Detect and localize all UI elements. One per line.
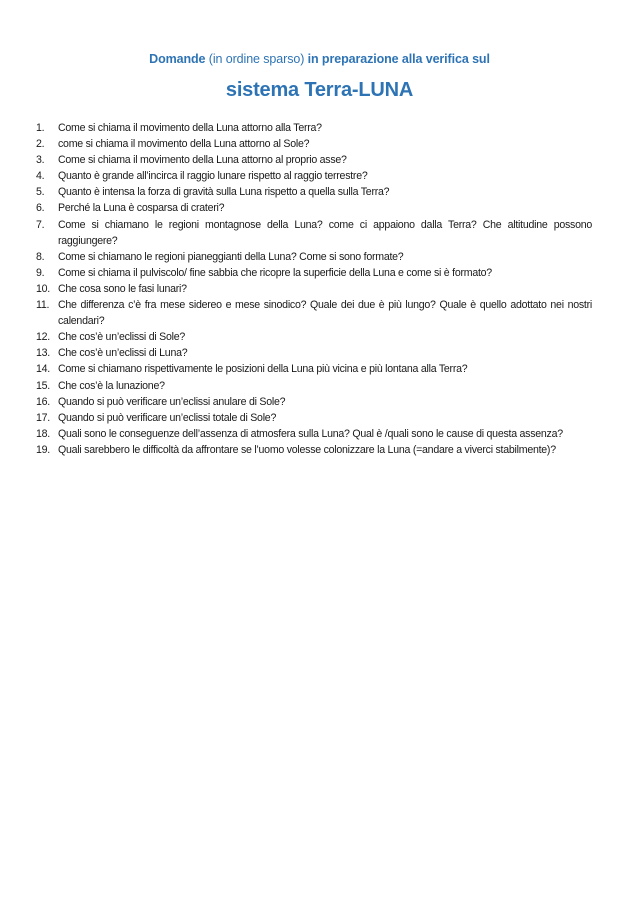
question-number: 8. [36,250,45,263]
question-item [36,120,592,136]
heading-preparazione: in preparazione alla verifica sul [307,52,490,66]
question-text: Come si chiamano le regioni montagnose della Luna? come ci appaiono dalla Terra? Che altitudine possono raggiungere? [58,218,592,247]
question-text: Che cos’è la lunazione? [58,379,165,392]
question-text: Che cos’è un’eclissi di Luna? [58,347,188,360]
question-number: 3. [36,154,45,167]
question-text: Quanto è intensa la forza di gravità sulla Luna rispetto a quella sulla Terra? [58,186,390,199]
question-text: Quali sono le conseguenze dell’assenza di atmosfera sulla Luna? Qual è /quali sono le cause di questa assenza? [58,427,563,440]
question-text: Quali sarebbero le difficoltà da affrontare se l’uomo volesse colonizzare la Luna (=andare a viverci stabilmente)? [58,443,556,456]
question-item [36,345,592,361]
question-number: 18. [36,427,50,440]
question-item [36,265,592,281]
question-item [36,136,592,152]
question-number: 15. [36,379,50,392]
question-text: come si chiama il movimento della Luna attorno al Sole? [58,138,310,151]
question-item [36,152,592,168]
question-item [36,217,592,249]
question-item [36,249,592,265]
document-title: sistema Terra-LUNA [225,79,414,101]
question-item [36,297,592,329]
question-number: 17. [36,411,50,424]
question-item [36,168,592,184]
question-number: 9. [36,266,45,279]
question-text: Come si chiama il movimento della Luna attorno al proprio asse? [58,154,347,167]
question-text: Come si chiama il pulviscolo/ fine sabbia che ricopre la superficie della Luna e come si è formato? [58,266,492,279]
question-text: Perché la Luna è cosparsa di crateri? [58,202,225,215]
question-item [36,426,592,442]
question-text: Che cosa sono le fasi lunari? [58,282,187,295]
question-item [36,378,592,394]
question-number: 11. [36,299,50,312]
question-number: 13. [36,347,50,360]
heading-domande: Domande [149,52,206,66]
question-number: 2. [36,138,45,151]
question-text: Come si chiama il movimento della Luna attorno alla Terra? [58,122,322,134]
question-text: Quando si può verificare un’eclissi totale di Sole? [58,411,277,424]
question-text: Che cos’è un’eclissi di Sole? [58,331,186,344]
question-item [36,281,592,297]
question-number: 12. [36,331,50,344]
question-text: Come si chiamano le regioni pianeggianti della Luna? Come si sono formate? [58,250,404,263]
question-number: 5. [36,186,45,199]
question-item [36,410,592,426]
question-item [36,200,592,216]
question-number: 14. [36,363,50,376]
question-text: Come si chiamano rispettivamente le posizioni della Luna più vicina e più lontana alla Terra? [58,363,468,376]
question-number: 1. [36,122,45,134]
question-number: 7. [36,218,45,231]
question-item [36,361,592,377]
question-text: Quando si può verificare un’eclissi anulare di Sole? [58,395,286,408]
question-list [36,120,592,458]
heading-ordine-sparso: (in ordine sparso) [205,52,308,66]
question-number: 4. [36,170,45,183]
question-item [36,442,592,458]
question-text: Quanto è grande all’incirca il raggio lunare rispetto al raggio terrestre? [58,170,368,183]
question-number: 6. [36,202,45,215]
question-item [36,394,592,410]
question-text: Che differenza c’è fra mese sidereo e mese sinodico? Quale dei due è più lungo? Quale è quello adottato nei nostri calendari? [58,299,592,328]
question-number: 16. [36,395,50,408]
question-item [36,184,592,200]
question-number: 19. [36,443,50,456]
question-number: 10. [36,282,50,295]
document-heading [0,52,639,66]
question-item [36,329,592,345]
